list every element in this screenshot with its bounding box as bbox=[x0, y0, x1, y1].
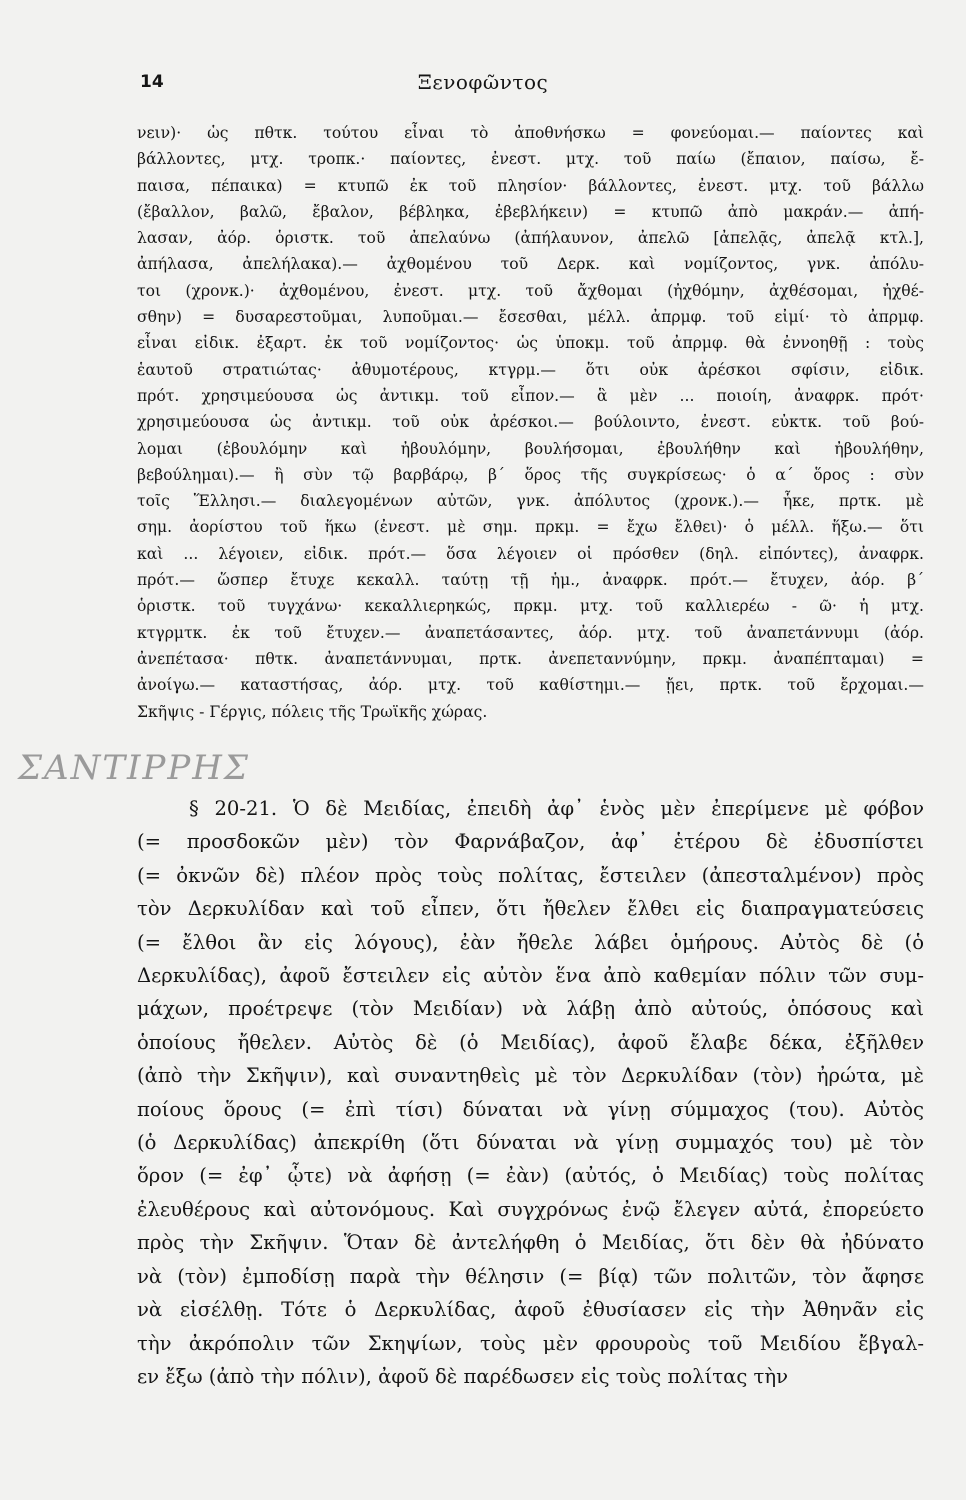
text-line: ποίους ὅρους (= ἐπὶ τίσι) δύναται νὰ γίνῃ σύμμαχος (του). Αὐτὸς bbox=[137, 1097, 924, 1121]
note-line: ὁριστκ. τοῦ τυγχάνω· κεκαλλιερηκώς, πρκμ. μτχ. τοῦ καλλιερέω - ῶ· ἡ μτχ. bbox=[137, 597, 924, 616]
text-line: εν ἔξω (ἀπὸ τὴν πόλιν), ἀφοῦ δὲ παρέδωσεν εἰς τοὺς πολίτας τὴν bbox=[137, 1364, 789, 1388]
text-line: (ὁ Δερκυλίδας) ἀπεκρίθη (ὅτι δύναται νὰ γίνῃ συμμαχός του) μὲ τὸν bbox=[137, 1131, 924, 1155]
text-line: τὴν ἀκρόπολιν τῶν Σκηψίων, τοὺς μὲν φρουροὺς τοῦ Μειδίου ἔβγαλ- bbox=[137, 1331, 924, 1355]
commentary-notes bbox=[137, 120, 924, 725]
text-line: ἐλευθέρους καὶ αὐτονόμους. Καὶ συγχρόνως ἐνῷ ἔλεγεν αὐτά, ἐπορεύετο bbox=[137, 1197, 924, 1221]
note-line: καὶ ... λέγοιεν, εἰδικ. πρότ.— ὅσα λέγοιεν οἱ πρόσθεν (δηλ. εἰπόντες), ἀναφρκ. bbox=[137, 544, 924, 563]
text-line: νὰ εἰσέλθῃ. Τότε ὁ Δερκυλίδας, ἀφοῦ ἐθυσίασεν εἰς τὴν Ἀθηνᾶν εἰς bbox=[137, 1298, 924, 1322]
main-text bbox=[137, 792, 924, 1393]
note-line: εἶναι εἰδικ. ἐξαρτ. ἐκ τοῦ νομίζοντος· ὡς ὑποκμ. τοῦ ἀπρμφ. θὰ ἐννοηθῇ : τοὺς bbox=[137, 334, 924, 353]
text-line: τὸν Δερκυλίδαν καὶ τοῦ εἶπεν, ὅτι ἤθελεν ἔλθει εἰς διαπραγματεύσεις bbox=[137, 897, 924, 921]
page-number: 14 bbox=[140, 72, 164, 92]
note-line: πρότ.— ὥσπερ ἔτυχε κεκαλλ. ταύτῃ τῇ ἡμ., ἀναφρκ. πρότ.— ἔτυχεν, ἀόρ. β΄ bbox=[137, 571, 924, 590]
text-line: ὅρον (= ἐφ᾽ ᾧτε) νὰ ἀφήσῃ (= ἐὰν) (αὐτός, ὁ Μειδίας) τοὺς πολίτας bbox=[137, 1164, 924, 1188]
note-line: κτγρμτκ. ἐκ τοῦ ἔτυχεν.— ἀναπετάσαντες, ἀόρ. μτχ. τοῦ ἀναπετάννυμι (ἀόρ. bbox=[137, 623, 924, 642]
note-line: νειν)· ὡς πθτκ. τούτου εἶναι τὸ ἀποθνήσκω = φονεύομαι.— παίοντες καὶ bbox=[137, 124, 924, 142]
note-line: βάλλοντες, μτχ. τροπκ.· παίοντες, ἐνεστ. μτχ. τοῦ παίω (ἔπαιον, παίσω, ἔ- bbox=[137, 150, 924, 169]
text-line: (= ἔλθοι ἂν εἰς λόγους), ἐὰν ἤθελε λάβει ὁμήρους. Αὐτὸς δὲ (ὁ bbox=[137, 930, 924, 954]
note-line: ἀνοίγω.— καταστήσας, ἀόρ. μτχ. τοῦ καθίστημι.— ᾔει, πρτκ. τοῦ ἔρχομαι.— bbox=[137, 676, 924, 695]
text-line: πρὸς τὴν Σκῆψιν. Ὅταν δὲ ἀντελήφθη ὁ Μειδίας, ὅτι δὲν θὰ ἠδύνατο bbox=[137, 1231, 924, 1255]
note-line: βεβούλημαι).— ἢ σὺν τῷ βαρβάρῳ, β΄ ὅρος τῆς συγκρίσεως· ὁ α΄ ὅρος : σὺν bbox=[137, 465, 924, 484]
text-line: (= προσδοκῶν μὲν) τὸν Φαρνάβαζον, ἀφ᾽ ἑτέρου δὲ ἐδυσπίστει bbox=[137, 830, 924, 854]
text-line: Δερκυλίδας), ἀφοῦ ἔστειλεν εἰς αὐτὸν ἕνα ἀπὸ καθεμίαν πόλιν τῶν συμ- bbox=[137, 964, 924, 988]
note-line: ἀπήλασα, ἀπελήλακα).— ἀχθομένου τοῦ Δερκ. καὶ νομίζοντος, γνκ. ἀπόλυ- bbox=[137, 255, 924, 274]
running-title: Ξενοφῶντος bbox=[417, 70, 549, 94]
note-line: (ἔβαλλον, βαλῶ, ἔβαλον, βέβληκα, ἐβεβλήκειν) = κτυπῶ ἀπὸ μακράν.— ἀπή- bbox=[137, 202, 924, 221]
text-line: (ἀπὸ τὴν Σκῆψιν), καὶ συναντηθεὶς μὲ τὸν Δερκυλίδαν (τὸν) ἠρώτα, μὲ bbox=[137, 1064, 924, 1088]
note-line: πρότ. χρησιμεύουσα ὡς ἀντικμ. τοῦ εἶπον.— ἃ μὲν ... ποιοίη, ἀναφρκ. πρότ· bbox=[137, 386, 924, 405]
note-line: ἑαυτοῦ στρατιώτας· ἀθυμοτέρους, κτγρμ.— ὅτι οὐκ ἀρέσκοι σφίσιν, εἰδικ. bbox=[137, 360, 924, 379]
note-line: λασαν, ἀόρ. ὁριστκ. τοῦ ἀπελαύνω (ἀπήλαυνον, ἀπελῶ [ἀπελᾷς, ἀπελᾷ κτλ.], bbox=[137, 229, 924, 248]
note-line: σημ. ἀορίστου τοῦ ἥκω (ἐνεστ. μὲ σημ. πρκμ. = ἔχω ἔλθει)· ὁ μέλλ. ἥξω.— ὅτι bbox=[137, 518, 924, 537]
note-line: τοῖς Ἕλλησι.— διαλεγομένων αὐτῶν, γνκ. ἀπόλυτος (χρονκ.).— ἧκε, πρτκ. μὲ bbox=[137, 492, 924, 511]
text-line: μάχων, προέτρεψε (τὸν Μειδίαν) νὰ λάβῃ ἀπὸ αὐτούς, ὁπόσους καὶ bbox=[137, 997, 924, 1021]
note-line: χρησιμεύουσα ὡς ἀντικμ. τοῦ οὐκ ἀρέσκοι.— βούλοιντο, ἐνεστ. εὐκτκ. τοῦ βού- bbox=[137, 413, 924, 432]
text-line: (= ὀκνῶν δὲ) πλέον πρὸς τοὺς πολίτας, ἔστειλεν (ἀπεσταλμένον) πρὸς bbox=[137, 863, 924, 887]
text-line: § 20-21. Ὁ δὲ Μειδίας, ἐπειδὴ ἀφ᾽ ἑνὸς μὲν ἐπερίμενε μὲ φόβον bbox=[189, 797, 924, 820]
note-line: Σκῆψις - Γέργις, πόλεις τῆς Τρωϊκῆς χώρας. bbox=[137, 702, 488, 721]
note-line: σθην) = δυσαρεστοῦμαι, λυποῦμαι.— ἔσεσθαι, μέλλ. ἀπρμφ. τοῦ εἰμί· τὸ ἀπρμφ. bbox=[137, 308, 924, 327]
text-line: νὰ (τὸν) ἐμποδίσῃ παρὰ τὴν θέλησιν (= βίᾳ) τῶν πολιτῶν, τὸν ἄφησε bbox=[137, 1264, 924, 1288]
text-line: ὁποίους ἤθελεν. Αὐτὸς δὲ (ὁ Μειδίας), ἀφοῦ ἔλαβε δέκα, ἐξῆλθεν bbox=[137, 1030, 924, 1054]
note-line: παισα, πέπαικα) = κτυπῶ ἐκ τοῦ πλησίον· βάλλοντες, ἐνεστ. μτχ. τοῦ βάλλω bbox=[137, 176, 924, 195]
margin-handwritten-note: ΣΑΝΤΙΡΡΗΣ bbox=[18, 748, 250, 788]
note-line: τοι (χρονκ.)· ἀχθομένου, ἐνεστ. μτχ. τοῦ ἄχθομαι (ἠχθόμην, ἀχθέσομαι, ἠχθέ- bbox=[137, 281, 924, 300]
note-line: ἀνεπέτασα· πθτκ. ἀναπετάννυμαι, πρτκ. ἀνεπεταννύμην, πρκμ. ἀναπέπταμαι) = bbox=[137, 649, 924, 668]
note-line: λομαι (ἐβουλόμην καὶ ἠβουλόμην, βουλήσομαι, ἐβουλήθην καὶ ἠβουλήθην, bbox=[137, 439, 924, 458]
